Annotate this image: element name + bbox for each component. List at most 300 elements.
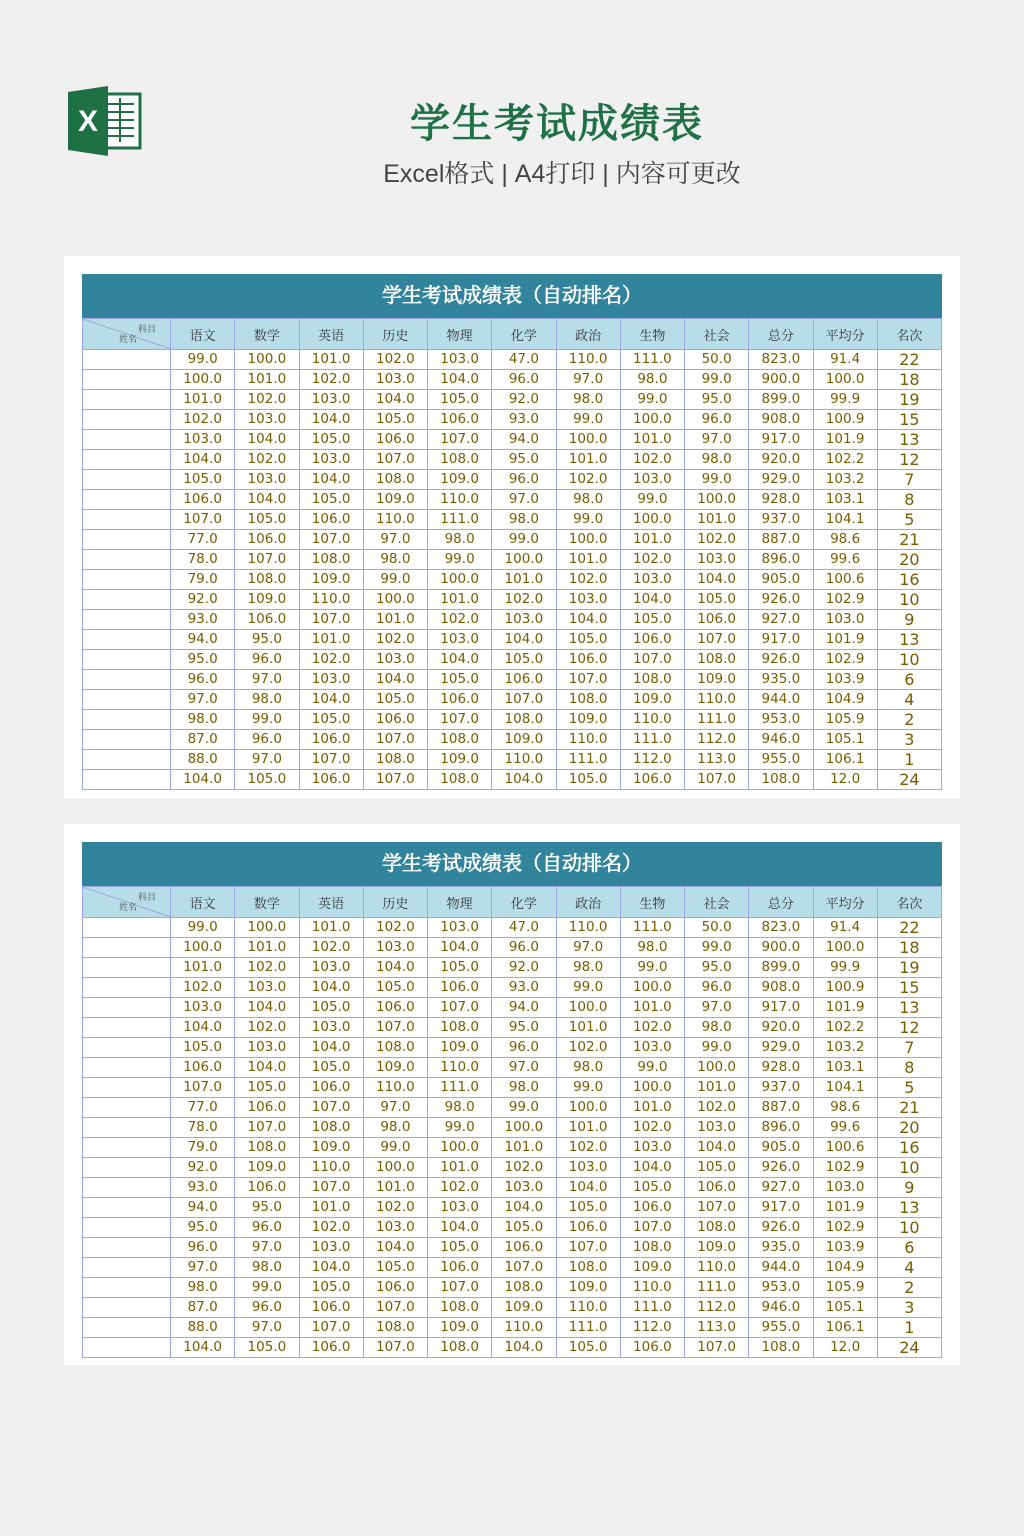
score-cell[interactable]: 105.9 xyxy=(813,1278,877,1298)
score-cell[interactable]: 100.6 xyxy=(813,1138,877,1158)
rank-cell[interactable]: 13 xyxy=(877,430,941,450)
score-cell[interactable]: 106.0 xyxy=(235,1098,299,1118)
score-cell[interactable]: 103.0 xyxy=(235,470,299,490)
score-cell[interactable]: 102.0 xyxy=(235,1018,299,1038)
score-cell[interactable]: 104.0 xyxy=(299,1038,363,1058)
score-cell[interactable]: 100.0 xyxy=(685,490,749,510)
score-cell[interactable]: 107.0 xyxy=(556,1238,620,1258)
score-cell[interactable]: 102.9 xyxy=(813,590,877,610)
score-cell[interactable]: 99.0 xyxy=(620,958,684,978)
score-cell[interactable]: 102.0 xyxy=(556,1138,620,1158)
score-cell[interactable]: 108.0 xyxy=(363,750,427,770)
score-cell[interactable]: 107.0 xyxy=(171,1078,235,1098)
score-cell[interactable]: 92.0 xyxy=(492,958,556,978)
score-cell[interactable]: 99.0 xyxy=(235,710,299,730)
score-cell[interactable]: 102.2 xyxy=(813,450,877,470)
score-cell[interactable]: 110.0 xyxy=(620,710,684,730)
rank-cell[interactable]: 4 xyxy=(877,690,941,710)
score-cell[interactable]: 47.0 xyxy=(492,918,556,938)
score-cell[interactable]: 98.0 xyxy=(685,450,749,470)
score-cell[interactable]: 101.0 xyxy=(171,958,235,978)
score-cell[interactable]: 102.0 xyxy=(235,390,299,410)
student-name-cell[interactable] xyxy=(83,770,171,790)
score-cell[interactable]: 100.6 xyxy=(813,570,877,590)
score-cell[interactable]: 105.0 xyxy=(620,610,684,630)
score-cell[interactable]: 99.0 xyxy=(492,530,556,550)
score-cell[interactable]: 104.0 xyxy=(685,1138,749,1158)
score-cell[interactable]: 105.0 xyxy=(363,978,427,998)
score-cell[interactable]: 110.0 xyxy=(556,730,620,750)
score-cell[interactable]: 97.0 xyxy=(363,1098,427,1118)
score-cell[interactable]: 927.0 xyxy=(749,1178,813,1198)
score-cell[interactable]: 106.0 xyxy=(299,510,363,530)
score-cell[interactable]: 112.0 xyxy=(685,730,749,750)
student-name-cell[interactable] xyxy=(83,1338,171,1358)
score-cell[interactable]: 109.0 xyxy=(299,1138,363,1158)
score-cell[interactable]: 96.0 xyxy=(492,1038,556,1058)
score-cell[interactable]: 110.0 xyxy=(363,510,427,530)
score-cell[interactable]: 105.0 xyxy=(363,1258,427,1278)
score-cell[interactable]: 105.0 xyxy=(428,670,492,690)
score-cell[interactable]: 95.0 xyxy=(685,390,749,410)
score-cell[interactable]: 926.0 xyxy=(749,590,813,610)
score-cell[interactable]: 107.0 xyxy=(235,550,299,570)
score-cell[interactable]: 108.0 xyxy=(428,730,492,750)
score-cell[interactable]: 100.0 xyxy=(492,550,556,570)
rank-cell[interactable]: 3 xyxy=(877,1298,941,1318)
score-cell[interactable]: 98.0 xyxy=(492,1078,556,1098)
rank-cell[interactable]: 19 xyxy=(877,958,941,978)
score-cell[interactable]: 100.0 xyxy=(620,410,684,430)
student-name-cell[interactable] xyxy=(83,938,171,958)
student-name-cell[interactable] xyxy=(83,710,171,730)
score-cell[interactable]: 110.0 xyxy=(556,918,620,938)
score-cell[interactable]: 102.0 xyxy=(299,370,363,390)
score-cell[interactable]: 103.0 xyxy=(171,998,235,1018)
score-cell[interactable]: 102.9 xyxy=(813,650,877,670)
rank-cell[interactable]: 9 xyxy=(877,610,941,630)
score-cell[interactable]: 102.0 xyxy=(299,650,363,670)
score-cell[interactable]: 105.0 xyxy=(363,410,427,430)
rank-cell[interactable]: 18 xyxy=(877,938,941,958)
score-cell[interactable]: 107.0 xyxy=(235,1118,299,1138)
rank-cell[interactable]: 15 xyxy=(877,410,941,430)
rank-cell[interactable]: 16 xyxy=(877,1138,941,1158)
score-cell[interactable]: 109.0 xyxy=(235,590,299,610)
score-cell[interactable]: 106.0 xyxy=(620,770,684,790)
score-cell[interactable]: 99.0 xyxy=(685,470,749,490)
score-cell[interactable]: 107.0 xyxy=(299,1318,363,1338)
score-cell[interactable]: 109.0 xyxy=(556,1278,620,1298)
score-cell[interactable]: 104.0 xyxy=(620,590,684,610)
score-cell[interactable]: 887.0 xyxy=(749,530,813,550)
score-cell[interactable]: 106.0 xyxy=(428,1258,492,1278)
score-cell[interactable]: 899.0 xyxy=(749,390,813,410)
rank-cell[interactable]: 4 xyxy=(877,1258,941,1278)
score-cell[interactable]: 98.0 xyxy=(171,710,235,730)
score-cell[interactable]: 111.0 xyxy=(620,1298,684,1318)
score-cell[interactable]: 103.0 xyxy=(299,958,363,978)
score-cell[interactable]: 105.1 xyxy=(813,730,877,750)
score-cell[interactable]: 106.0 xyxy=(171,1058,235,1078)
student-name-cell[interactable] xyxy=(83,550,171,570)
score-cell[interactable]: 102.0 xyxy=(556,470,620,490)
score-cell[interactable]: 97.0 xyxy=(363,530,427,550)
score-cell[interactable]: 101.0 xyxy=(299,1198,363,1218)
score-cell[interactable]: 105.0 xyxy=(235,1338,299,1358)
score-cell[interactable]: 99.6 xyxy=(813,550,877,570)
score-cell[interactable]: 104.0 xyxy=(492,1338,556,1358)
score-cell[interactable]: 105.0 xyxy=(685,590,749,610)
student-name-cell[interactable] xyxy=(83,690,171,710)
score-cell[interactable]: 97.0 xyxy=(235,1238,299,1258)
rank-cell[interactable]: 13 xyxy=(877,998,941,1018)
score-cell[interactable]: 105.1 xyxy=(813,1298,877,1318)
score-cell[interactable]: 937.0 xyxy=(749,1078,813,1098)
score-cell[interactable]: 103.0 xyxy=(363,938,427,958)
score-cell[interactable]: 99.0 xyxy=(620,1058,684,1078)
score-cell[interactable]: 102.0 xyxy=(235,450,299,470)
score-cell[interactable]: 99.0 xyxy=(428,1118,492,1138)
score-cell[interactable]: 97.0 xyxy=(492,1058,556,1078)
student-name-cell[interactable] xyxy=(83,730,171,750)
score-cell[interactable]: 108.0 xyxy=(299,1118,363,1138)
score-cell[interactable]: 110.0 xyxy=(428,1058,492,1078)
score-cell[interactable]: 109.0 xyxy=(363,1058,427,1078)
score-cell[interactable]: 99.0 xyxy=(363,570,427,590)
score-cell[interactable]: 106.0 xyxy=(620,1338,684,1358)
score-cell[interactable]: 98.0 xyxy=(556,390,620,410)
score-cell[interactable]: 104.0 xyxy=(428,938,492,958)
rank-cell[interactable]: 12 xyxy=(877,1018,941,1038)
score-cell[interactable]: 104.0 xyxy=(171,1018,235,1038)
student-name-cell[interactable] xyxy=(83,470,171,490)
score-cell[interactable]: 107.0 xyxy=(685,1338,749,1358)
rank-cell[interactable]: 1 xyxy=(877,1318,941,1338)
score-cell[interactable]: 108.0 xyxy=(428,1018,492,1038)
score-cell[interactable]: 106.0 xyxy=(299,1078,363,1098)
score-cell[interactable]: 87.0 xyxy=(171,1298,235,1318)
score-cell[interactable]: 105.0 xyxy=(235,1078,299,1098)
score-cell[interactable]: 104.0 xyxy=(363,1238,427,1258)
score-cell[interactable]: 107.0 xyxy=(363,1338,427,1358)
score-cell[interactable]: 100.0 xyxy=(813,938,877,958)
score-cell[interactable]: 102.0 xyxy=(492,590,556,610)
score-cell[interactable]: 107.0 xyxy=(363,1018,427,1038)
score-cell[interactable]: 108.0 xyxy=(749,1338,813,1358)
score-cell[interactable]: 99.0 xyxy=(363,1138,427,1158)
rank-cell[interactable]: 22 xyxy=(877,918,941,938)
score-cell[interactable]: 953.0 xyxy=(749,1278,813,1298)
score-cell[interactable]: 103.9 xyxy=(813,1238,877,1258)
student-name-cell[interactable] xyxy=(83,1278,171,1298)
score-cell[interactable]: 78.0 xyxy=(171,550,235,570)
score-cell[interactable]: 88.0 xyxy=(171,1318,235,1338)
score-cell[interactable]: 99.0 xyxy=(685,370,749,390)
score-cell[interactable]: 106.0 xyxy=(235,530,299,550)
score-cell[interactable]: 107.0 xyxy=(685,1198,749,1218)
score-cell[interactable]: 104.1 xyxy=(813,510,877,530)
score-cell[interactable]: 103.0 xyxy=(428,350,492,370)
student-name-cell[interactable] xyxy=(83,1218,171,1238)
score-cell[interactable]: 99.0 xyxy=(685,938,749,958)
score-cell[interactable]: 104.1 xyxy=(813,1078,877,1098)
score-cell[interactable]: 98.0 xyxy=(171,1278,235,1298)
score-cell[interactable]: 103.1 xyxy=(813,490,877,510)
score-cell[interactable]: 105.0 xyxy=(235,510,299,530)
score-cell[interactable]: 926.0 xyxy=(749,1218,813,1238)
rank-cell[interactable]: 6 xyxy=(877,670,941,690)
score-cell[interactable]: 105.0 xyxy=(299,998,363,1018)
score-cell[interactable]: 111.0 xyxy=(556,1318,620,1338)
score-cell[interactable]: 104.0 xyxy=(235,998,299,1018)
score-cell[interactable]: 896.0 xyxy=(749,550,813,570)
score-cell[interactable]: 104.0 xyxy=(620,1158,684,1178)
score-cell[interactable]: 104.0 xyxy=(428,650,492,670)
score-cell[interactable]: 105.0 xyxy=(299,710,363,730)
score-cell[interactable]: 95.0 xyxy=(492,450,556,470)
student-name-cell[interactable] xyxy=(83,918,171,938)
score-cell[interactable]: 105.0 xyxy=(492,650,556,670)
score-cell[interactable]: 100.0 xyxy=(556,1098,620,1118)
score-cell[interactable]: 104.0 xyxy=(299,978,363,998)
score-cell[interactable]: 103.0 xyxy=(363,650,427,670)
score-cell[interactable]: 99.9 xyxy=(813,958,877,978)
score-cell[interactable]: 108.0 xyxy=(235,570,299,590)
score-cell[interactable]: 107.0 xyxy=(428,1278,492,1298)
score-cell[interactable]: 77.0 xyxy=(171,530,235,550)
score-cell[interactable]: 108.0 xyxy=(235,1138,299,1158)
score-cell[interactable]: 104.0 xyxy=(363,958,427,978)
score-cell[interactable]: 99.0 xyxy=(556,510,620,530)
score-cell[interactable]: 102.0 xyxy=(685,530,749,550)
score-cell[interactable]: 103.0 xyxy=(556,590,620,610)
score-cell[interactable]: 92.0 xyxy=(492,390,556,410)
rank-cell[interactable]: 9 xyxy=(877,1178,941,1198)
score-cell[interactable]: 110.0 xyxy=(363,1078,427,1098)
score-cell[interactable]: 98.0 xyxy=(620,370,684,390)
score-cell[interactable]: 107.0 xyxy=(620,650,684,670)
score-cell[interactable]: 47.0 xyxy=(492,350,556,370)
rank-cell[interactable]: 12 xyxy=(877,450,941,470)
score-cell[interactable]: 50.0 xyxy=(685,918,749,938)
student-name-cell[interactable] xyxy=(83,1058,171,1078)
score-cell[interactable]: 97.0 xyxy=(492,490,556,510)
rank-cell[interactable]: 24 xyxy=(877,1338,941,1358)
score-cell[interactable]: 100.0 xyxy=(556,530,620,550)
score-cell[interactable]: 98.0 xyxy=(428,1098,492,1118)
score-cell[interactable]: 103.0 xyxy=(620,1038,684,1058)
rank-cell[interactable]: 3 xyxy=(877,730,941,750)
score-cell[interactable]: 99.0 xyxy=(171,918,235,938)
score-cell[interactable]: 102.0 xyxy=(299,938,363,958)
score-cell[interactable]: 94.0 xyxy=(492,430,556,450)
rank-cell[interactable]: 18 xyxy=(877,370,941,390)
score-cell[interactable]: 101.0 xyxy=(556,550,620,570)
score-cell[interactable]: 103.0 xyxy=(620,570,684,590)
score-cell[interactable]: 101.0 xyxy=(299,630,363,650)
score-cell[interactable]: 111.0 xyxy=(620,730,684,750)
score-cell[interactable]: 106.0 xyxy=(685,1178,749,1198)
score-cell[interactable]: 104.9 xyxy=(813,1258,877,1278)
score-cell[interactable]: 97.0 xyxy=(235,750,299,770)
score-cell[interactable]: 110.0 xyxy=(685,1258,749,1278)
score-cell[interactable]: 106.0 xyxy=(235,610,299,630)
score-cell[interactable]: 100.0 xyxy=(235,918,299,938)
score-cell[interactable]: 98.0 xyxy=(492,510,556,530)
score-cell[interactable]: 96.0 xyxy=(171,670,235,690)
score-cell[interactable]: 109.0 xyxy=(428,470,492,490)
score-cell[interactable]: 105.0 xyxy=(556,630,620,650)
student-name-cell[interactable] xyxy=(83,1198,171,1218)
rank-cell[interactable]: 5 xyxy=(877,510,941,530)
score-cell[interactable]: 99.0 xyxy=(685,1038,749,1058)
score-cell[interactable]: 100.0 xyxy=(428,1138,492,1158)
score-cell[interactable]: 103.0 xyxy=(299,390,363,410)
score-cell[interactable]: 109.0 xyxy=(428,750,492,770)
score-cell[interactable]: 106.0 xyxy=(620,1198,684,1218)
score-cell[interactable]: 110.0 xyxy=(556,1298,620,1318)
score-cell[interactable]: 103.0 xyxy=(299,1238,363,1258)
student-name-cell[interactable] xyxy=(83,430,171,450)
score-cell[interactable]: 106.0 xyxy=(556,1218,620,1238)
score-cell[interactable]: 104.0 xyxy=(428,370,492,390)
score-cell[interactable]: 105.0 xyxy=(235,770,299,790)
score-cell[interactable]: 111.0 xyxy=(428,510,492,530)
student-name-cell[interactable] xyxy=(83,1038,171,1058)
score-cell[interactable]: 103.0 xyxy=(363,370,427,390)
score-cell[interactable]: 100.0 xyxy=(620,1078,684,1098)
score-cell[interactable]: 103.0 xyxy=(235,1038,299,1058)
score-cell[interactable]: 896.0 xyxy=(749,1118,813,1138)
rank-cell[interactable]: 24 xyxy=(877,770,941,790)
score-cell[interactable]: 105.0 xyxy=(556,770,620,790)
score-cell[interactable]: 97.0 xyxy=(685,998,749,1018)
score-cell[interactable]: 103.0 xyxy=(235,410,299,430)
score-cell[interactable]: 110.0 xyxy=(299,1158,363,1178)
score-cell[interactable]: 109.0 xyxy=(235,1158,299,1178)
score-cell[interactable]: 105.0 xyxy=(171,470,235,490)
score-cell[interactable]: 106.0 xyxy=(492,1238,556,1258)
score-cell[interactable]: 104.0 xyxy=(363,670,427,690)
score-cell[interactable]: 105.0 xyxy=(556,1198,620,1218)
score-cell[interactable]: 104.0 xyxy=(492,770,556,790)
score-cell[interactable]: 104.0 xyxy=(556,1178,620,1198)
score-cell[interactable]: 95.0 xyxy=(235,630,299,650)
rank-cell[interactable]: 10 xyxy=(877,650,941,670)
score-cell[interactable]: 107.0 xyxy=(299,610,363,630)
score-cell[interactable]: 946.0 xyxy=(749,1298,813,1318)
score-cell[interactable]: 102.0 xyxy=(363,918,427,938)
score-cell[interactable]: 102.0 xyxy=(299,1218,363,1238)
score-cell[interactable]: 102.0 xyxy=(363,630,427,650)
score-cell[interactable]: 103.0 xyxy=(171,430,235,450)
score-cell[interactable]: 110.0 xyxy=(299,590,363,610)
student-name-cell[interactable] xyxy=(83,390,171,410)
score-cell[interactable]: 109.0 xyxy=(685,1238,749,1258)
score-cell[interactable]: 106.0 xyxy=(556,650,620,670)
score-cell[interactable]: 103.0 xyxy=(620,470,684,490)
score-cell[interactable]: 109.0 xyxy=(620,690,684,710)
score-cell[interactable]: 108.0 xyxy=(363,1038,427,1058)
score-cell[interactable]: 100.0 xyxy=(492,1118,556,1138)
score-cell[interactable]: 106.0 xyxy=(492,670,556,690)
student-name-cell[interactable] xyxy=(83,1078,171,1098)
score-cell[interactable]: 106.0 xyxy=(363,1278,427,1298)
score-cell[interactable]: 104.0 xyxy=(428,1218,492,1238)
rank-cell[interactable]: 5 xyxy=(877,1078,941,1098)
score-cell[interactable]: 105.0 xyxy=(363,690,427,710)
score-cell[interactable]: 108.0 xyxy=(363,470,427,490)
rank-cell[interactable]: 10 xyxy=(877,1218,941,1238)
score-cell[interactable]: 12.0 xyxy=(813,1338,877,1358)
score-cell[interactable]: 102.9 xyxy=(813,1158,877,1178)
score-cell[interactable]: 101.9 xyxy=(813,430,877,450)
score-cell[interactable]: 96.0 xyxy=(685,978,749,998)
score-cell[interactable]: 103.0 xyxy=(492,610,556,630)
score-cell[interactable]: 905.0 xyxy=(749,1138,813,1158)
score-cell[interactable]: 101.0 xyxy=(492,570,556,590)
score-cell[interactable]: 905.0 xyxy=(749,570,813,590)
score-cell[interactable]: 12.0 xyxy=(813,770,877,790)
student-name-cell[interactable] xyxy=(83,590,171,610)
score-cell[interactable]: 98.0 xyxy=(556,490,620,510)
score-cell[interactable]: 103.0 xyxy=(299,1018,363,1038)
student-name-cell[interactable] xyxy=(83,570,171,590)
rank-cell[interactable]: 10 xyxy=(877,590,941,610)
score-cell[interactable]: 113.0 xyxy=(685,750,749,770)
score-cell[interactable]: 103.0 xyxy=(620,1138,684,1158)
score-cell[interactable]: 102.0 xyxy=(620,450,684,470)
student-name-cell[interactable] xyxy=(83,1098,171,1118)
score-cell[interactable]: 107.0 xyxy=(428,430,492,450)
score-cell[interactable]: 96.0 xyxy=(492,470,556,490)
student-name-cell[interactable] xyxy=(83,610,171,630)
score-cell[interactable]: 111.0 xyxy=(620,918,684,938)
student-name-cell[interactable] xyxy=(83,1138,171,1158)
score-cell[interactable]: 106.0 xyxy=(299,730,363,750)
score-cell[interactable]: 955.0 xyxy=(749,1318,813,1338)
score-cell[interactable]: 107.0 xyxy=(363,770,427,790)
score-cell[interactable]: 101.0 xyxy=(556,1118,620,1138)
score-cell[interactable]: 101.0 xyxy=(685,510,749,530)
score-cell[interactable]: 105.0 xyxy=(428,390,492,410)
student-name-cell[interactable] xyxy=(83,978,171,998)
score-cell[interactable]: 917.0 xyxy=(749,998,813,1018)
score-cell[interactable]: 97.0 xyxy=(556,938,620,958)
score-cell[interactable]: 93.0 xyxy=(492,410,556,430)
score-cell[interactable]: 111.0 xyxy=(556,750,620,770)
score-cell[interactable]: 101.0 xyxy=(235,938,299,958)
score-cell[interactable]: 104.0 xyxy=(171,770,235,790)
score-cell[interactable]: 107.0 xyxy=(620,1218,684,1238)
score-cell[interactable]: 101.9 xyxy=(813,998,877,1018)
score-cell[interactable]: 104.9 xyxy=(813,690,877,710)
score-cell[interactable]: 109.0 xyxy=(492,1298,556,1318)
score-cell[interactable]: 107.0 xyxy=(363,1298,427,1318)
score-cell[interactable]: 104.0 xyxy=(299,1258,363,1278)
score-cell[interactable]: 99.0 xyxy=(556,978,620,998)
score-cell[interactable]: 104.0 xyxy=(299,410,363,430)
score-cell[interactable]: 96.0 xyxy=(235,1218,299,1238)
score-cell[interactable]: 105.0 xyxy=(428,958,492,978)
score-cell[interactable]: 926.0 xyxy=(749,1158,813,1178)
score-cell[interactable]: 104.0 xyxy=(235,430,299,450)
rank-cell[interactable]: 10 xyxy=(877,1158,941,1178)
score-cell[interactable]: 108.0 xyxy=(492,710,556,730)
score-cell[interactable]: 105.0 xyxy=(171,1038,235,1058)
score-cell[interactable]: 109.0 xyxy=(428,1038,492,1058)
